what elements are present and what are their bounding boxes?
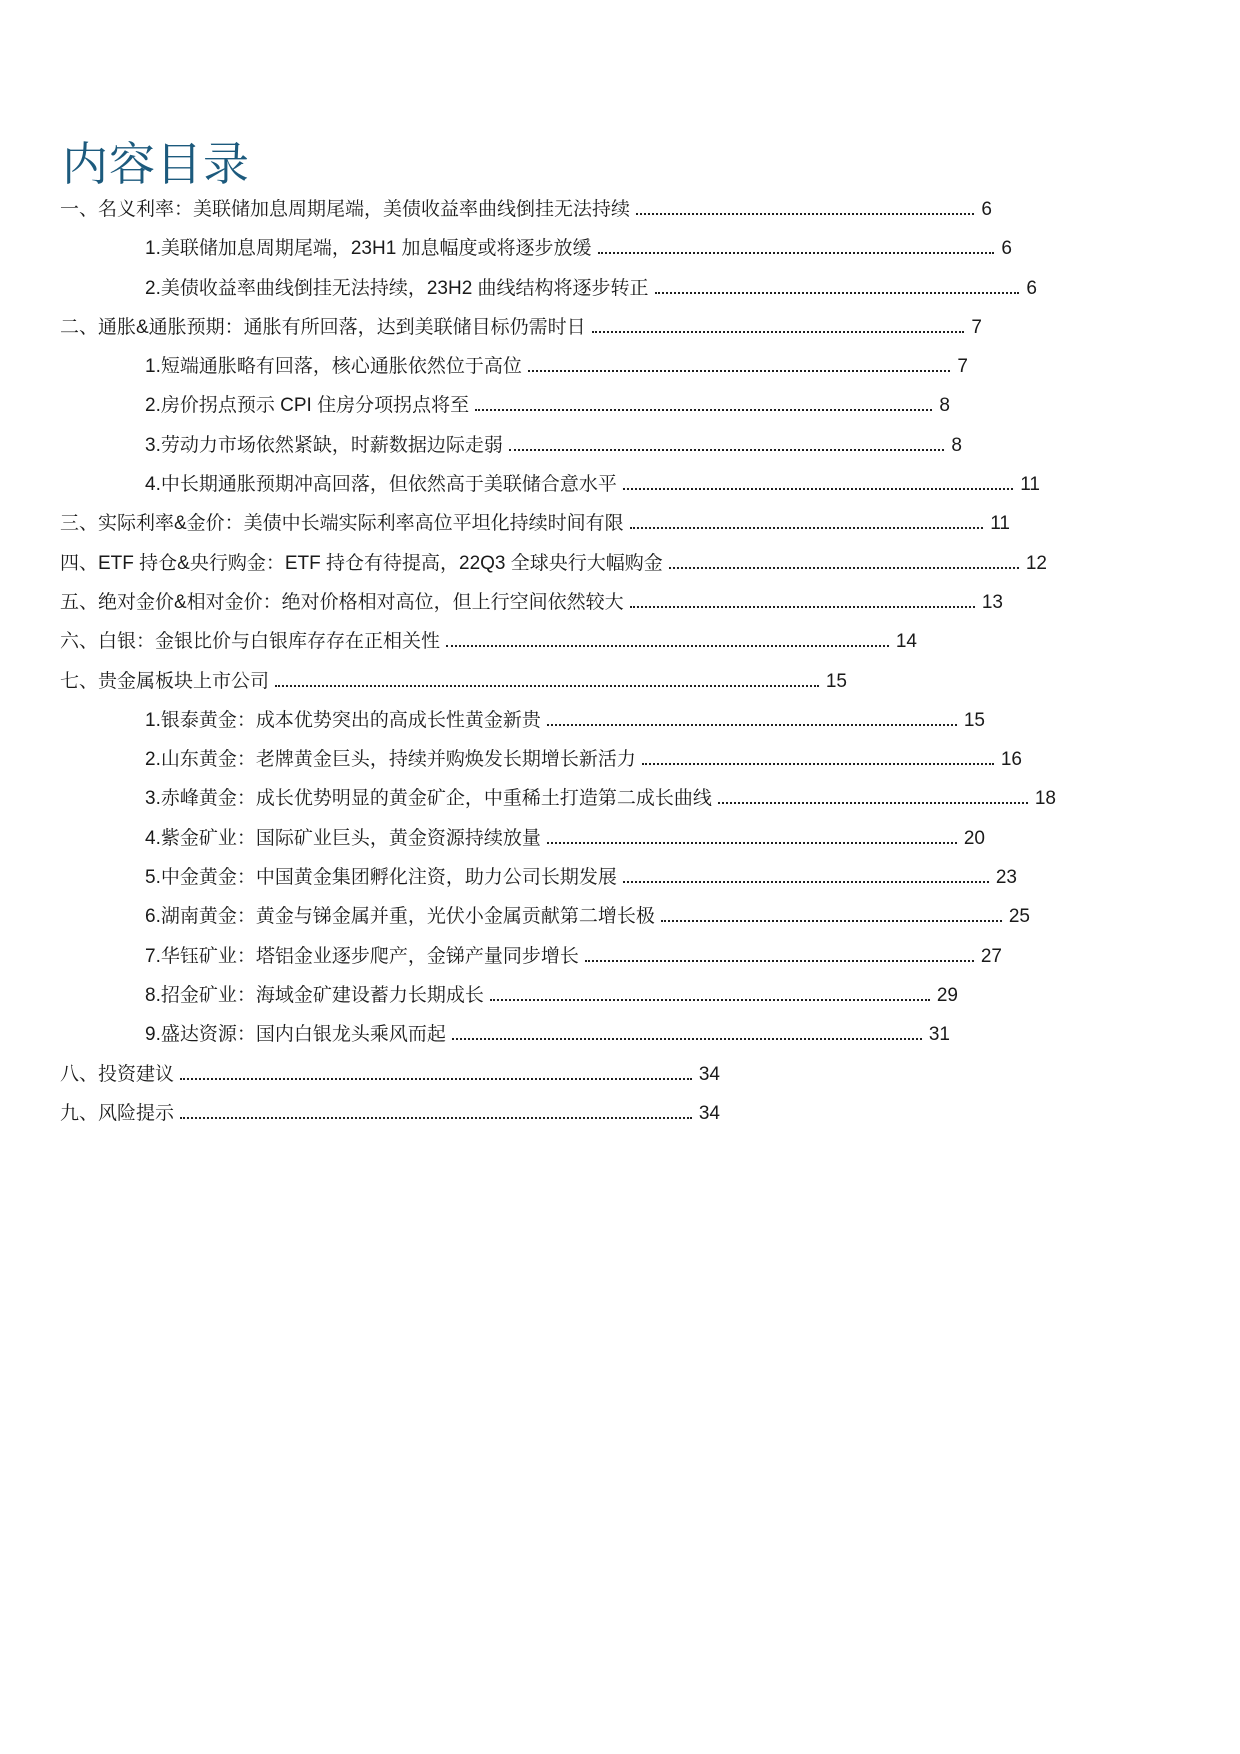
toc-entry[interactable] — [60, 347, 968, 386]
toc-entry-title: 三、实际利率&金价：美债中长端实际利率高位平坦化持续时间有限 — [60, 513, 624, 535]
toc-leader-dots — [623, 488, 1013, 490]
toc-page-number: 6 — [1001, 238, 1012, 260]
toc-entry[interactable] — [60, 190, 992, 229]
toc-entry[interactable] — [60, 779, 1056, 818]
toc-leader-dots — [475, 409, 932, 411]
toc-entry-title: 3.赤峰黄金：成长优势明显的黄金矿企，中重稀土打造第二成长曲线 — [145, 788, 712, 810]
toc-leader-dots — [655, 292, 1020, 294]
toc-entry-title: 3.劳动力市场依然紧缺，时薪数据边际走弱 — [145, 434, 503, 456]
toc-page-number: 31 — [928, 1024, 950, 1046]
toc-leader-dots — [592, 331, 965, 333]
toc-entry-title: 7.华钰矿业：塔铝金业逐步爬产，金锑产量同步增长 — [145, 945, 579, 967]
toc-page-number: 8 — [939, 395, 950, 417]
toc-leader-dots — [490, 999, 930, 1001]
toc-entry-title: 四、ETF 持仓&央行购金：ETF 持仓有待提高，22Q3 全球央行大幅购金 — [60, 552, 663, 574]
toc-entry-title: 1.短端通胀略有回落，核心通胀依然位于高位 — [145, 356, 522, 378]
toc-leader-dots — [446, 645, 889, 647]
toc-page-number: 25 — [1008, 906, 1030, 928]
toc-page-number: 6 — [981, 199, 992, 220]
toc-leader-dots — [547, 724, 957, 726]
toc-page-number: 14 — [895, 631, 917, 653]
toc-entry-title: 8.招金矿业：海域金矿建设蓄力长期成长 — [145, 984, 484, 1006]
toc-page-number: 18 — [1034, 788, 1056, 810]
toc-entry[interactable] — [60, 386, 950, 425]
toc-entry[interactable] — [60, 622, 917, 661]
toc-entry-title: 9.盛达资源：国内白银龙头乘风而起 — [145, 1024, 446, 1046]
toc-entry[interactable] — [60, 504, 1010, 543]
toc-entry[interactable] — [60, 426, 962, 465]
toc-entry[interactable] — [60, 1015, 950, 1054]
toc-entry[interactable] — [60, 308, 982, 347]
table-of-contents — [60, 190, 1056, 1133]
toc-entry[interactable] — [60, 976, 958, 1015]
toc-leader-dots — [636, 213, 974, 215]
toc-page-number: 7 — [957, 356, 968, 378]
toc-entry-title: 2.美债收益率曲线倒挂无法持续，23H2 曲线结构将逐步转正 — [145, 277, 649, 299]
toc-page-number: 20 — [963, 827, 985, 849]
toc-entry-title: 1.美联储加息周期尾端，23H1 加息幅度或将逐步放缓 — [145, 238, 592, 260]
toc-entry[interactable] — [60, 1094, 720, 1133]
toc-entry-title: 5.中金黄金：中国黄金集团孵化注资，助力公司长期发展 — [145, 867, 617, 889]
toc-entry[interactable] — [60, 819, 985, 858]
toc-entry-title: 二、通胀&通胀预期：通胀有所回落，达到美联储目标仍需时日 — [60, 316, 586, 338]
toc-entry-title: 七、贵金属板块上市公司 — [60, 670, 270, 692]
toc-entry[interactable] — [60, 269, 1037, 308]
toc-entry-title: 五、绝对金价&相对金价：绝对价格相对高位，但上行空间依然较大 — [60, 591, 624, 613]
toc-page-number: 27 — [980, 945, 1002, 967]
toc-entry-title: 八、投资建议 — [60, 1063, 175, 1085]
toc-entry[interactable] — [60, 740, 1022, 779]
toc-entry[interactable] — [60, 465, 1040, 504]
toc-entry-title: 1.银泰黄金：成本优势突出的高成长性黄金新贵 — [145, 709, 541, 731]
toc-page-number: 34 — [698, 1102, 720, 1124]
toc-page-number: 29 — [936, 984, 958, 1006]
toc-entry[interactable] — [60, 701, 985, 740]
page-title: 内容目录 — [62, 138, 250, 190]
toc-leader-dots — [642, 763, 994, 765]
toc-page-number: 11 — [1020, 474, 1040, 496]
toc-leader-dots — [661, 920, 1002, 922]
toc-entry[interactable] — [60, 662, 847, 701]
toc-page-number: 23 — [995, 867, 1017, 889]
toc-leader-dots — [452, 1038, 922, 1040]
toc-entry-title: 2.山东黄金：老牌黄金巨头，持续并购焕发长期增长新活力 — [145, 749, 636, 771]
toc-page-number: 8 — [951, 434, 962, 456]
toc-leader-dots — [669, 567, 1019, 569]
toc-leader-dots — [718, 802, 1028, 804]
toc-page-number: 6 — [1026, 277, 1037, 299]
toc-leader-dots — [623, 881, 989, 883]
toc-page-number: 13 — [981, 591, 1003, 613]
toc-entry-title: 六、白银：金银比价与白银库存存在正相关性 — [60, 631, 441, 653]
toc-entry[interactable] — [60, 583, 1003, 622]
toc-entry[interactable] — [60, 897, 1030, 936]
toc-page-number: 15 — [963, 709, 985, 731]
toc-leader-dots — [630, 527, 984, 529]
toc-leader-dots — [585, 960, 974, 962]
toc-page-number: 7 — [971, 316, 982, 338]
toc-leader-dots — [180, 1117, 692, 1119]
toc-leader-dots — [509, 449, 945, 451]
toc-entry[interactable] — [60, 229, 1012, 268]
toc-entry-title: 九、风险提示 — [60, 1102, 175, 1124]
toc-entry-title: 一、名义利率：美联储加息周期尾端，美债收益率曲线倒挂无法持续 — [60, 199, 631, 220]
toc-leader-dots — [598, 252, 995, 254]
toc-page-number: 16 — [1000, 749, 1022, 771]
toc-entry-title: 4.紫金矿业：国际矿业巨头，黄金资源持续放量 — [145, 827, 541, 849]
toc-leader-dots — [547, 842, 957, 844]
toc-page-number: 34 — [698, 1063, 720, 1085]
toc-leader-dots — [630, 606, 975, 608]
toc-entry[interactable] — [60, 544, 1047, 583]
toc-page-number: 15 — [825, 670, 847, 692]
toc-page-number: 11 — [990, 513, 1010, 535]
toc-leader-dots — [275, 685, 819, 687]
toc-page-number: 12 — [1025, 552, 1047, 574]
toc-entry-title: 2.房价拐点预示 CPI 住房分项拐点将至 — [145, 395, 470, 417]
toc-entry-title: 4.中长期通胀预期冲高回落，但依然高于美联储合意水平 — [145, 474, 617, 496]
toc-entry[interactable] — [60, 1055, 720, 1094]
toc-leader-dots — [528, 370, 951, 372]
toc-entry[interactable] — [60, 937, 1002, 976]
toc-leader-dots — [180, 1078, 692, 1080]
toc-entry[interactable] — [60, 858, 1017, 897]
toc-entry-title: 6.湖南黄金：黄金与锑金属并重，光伏小金属贡献第二增长极 — [145, 906, 655, 928]
